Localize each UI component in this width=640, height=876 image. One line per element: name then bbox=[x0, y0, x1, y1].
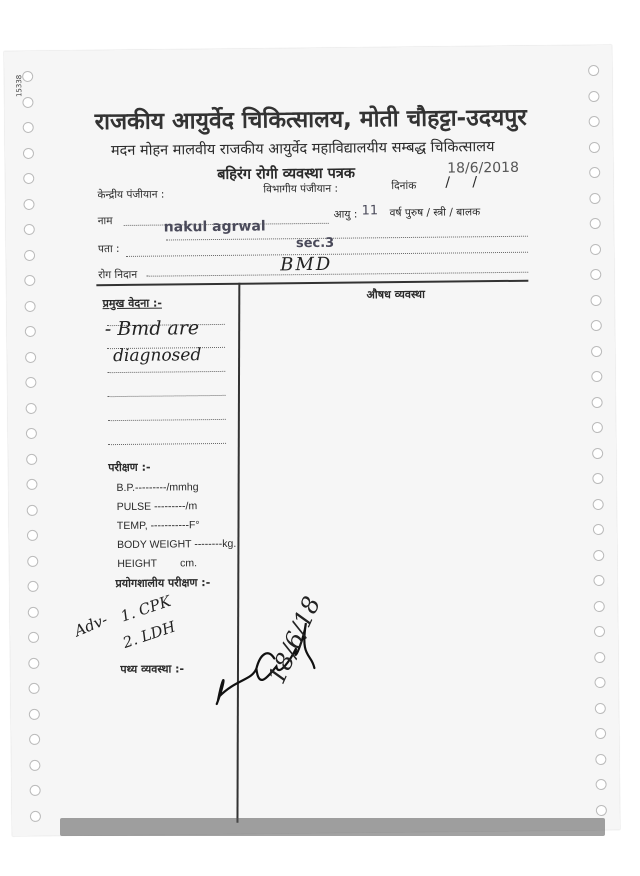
header-rule bbox=[96, 280, 528, 286]
perforation-hole bbox=[23, 173, 34, 184]
perforation-hole bbox=[29, 683, 40, 694]
weight-field: BODY WEIGHT --------kg. bbox=[117, 537, 237, 552]
perforation-hole bbox=[23, 147, 34, 158]
torn-bottom-edge bbox=[60, 818, 605, 836]
date-slashes: / / bbox=[445, 174, 478, 191]
hospital-subtitle: मदन मोहन मालवीय राजकीय आयुर्वेद महाविद्यालयीय सम्बद्ध चिकित्सालय bbox=[110, 139, 495, 160]
address-value: sec.3 bbox=[295, 235, 335, 252]
perforation-hole bbox=[592, 447, 603, 458]
perforation-hole bbox=[593, 549, 604, 560]
lab-item-1: 1. CPK bbox=[118, 591, 174, 626]
perforation-hole bbox=[588, 65, 599, 76]
perforation-hole bbox=[594, 677, 605, 688]
complaint-line-6 bbox=[108, 443, 226, 445]
column-divider bbox=[236, 283, 239, 823]
perforation-hole bbox=[26, 453, 37, 464]
name-label: नाम bbox=[97, 215, 113, 228]
complaint-heading: प्रमुख वेदना :- bbox=[102, 296, 162, 311]
complaint-line-3 bbox=[107, 371, 225, 373]
perforation-hole bbox=[25, 351, 36, 362]
perforation-hole bbox=[28, 632, 39, 643]
complaint-text-1: - Bmd are bbox=[104, 317, 200, 341]
perforation-hole bbox=[594, 626, 605, 637]
diagnosis-dotted-line bbox=[146, 272, 528, 277]
dept-reg-label: विभागीय पंजीयान : bbox=[263, 182, 339, 196]
perforation-hole bbox=[29, 759, 40, 770]
perforation-hole bbox=[24, 224, 35, 235]
perforation-hole bbox=[596, 804, 607, 815]
perforation-hole bbox=[29, 708, 40, 719]
perforation-hole bbox=[25, 300, 36, 311]
perforation-hole bbox=[594, 600, 605, 611]
diagnosis-label: रोग निदान bbox=[98, 268, 138, 282]
perforation-hole bbox=[590, 269, 601, 280]
perforation-hole bbox=[592, 422, 603, 433]
perforation-hole bbox=[28, 657, 39, 668]
hospital-title: राजकीय आयुर्वेद चिकित्सालय, मोती चौहट्टा-उदयपुर bbox=[94, 104, 527, 136]
name-underline bbox=[166, 236, 528, 241]
perforation-hole bbox=[595, 753, 606, 764]
perforation-hole bbox=[28, 606, 39, 617]
perforation-hole bbox=[23, 198, 34, 209]
perforation-hole bbox=[593, 498, 604, 509]
perforation-hole bbox=[27, 530, 38, 541]
complaint-line-4 bbox=[108, 395, 226, 397]
serial-stamp: 15338 bbox=[15, 74, 24, 98]
perforation-hole bbox=[25, 377, 36, 388]
signature-date: 18/6/18 bbox=[262, 592, 327, 689]
height-field: HEIGHT cm. bbox=[117, 557, 198, 571]
name-value: nakul agrwal bbox=[163, 218, 266, 236]
date-value: 18/6/2018 bbox=[447, 159, 520, 177]
right-perforation bbox=[588, 45, 610, 830]
perforation-hole bbox=[594, 651, 605, 662]
perforation-hole bbox=[26, 428, 37, 439]
perforation-hole bbox=[24, 249, 35, 260]
perforation-hole bbox=[589, 116, 600, 127]
perforation-hole bbox=[596, 779, 607, 790]
lab-adv: Adv- bbox=[71, 610, 111, 641]
perforation-hole bbox=[591, 320, 602, 331]
lab-item-2: 2. LDH bbox=[120, 617, 178, 652]
form-name: बहिरंग रोगी व्यवस्था पत्रक bbox=[217, 165, 356, 183]
perforation-hole bbox=[593, 524, 604, 535]
perforation-hole bbox=[589, 192, 600, 203]
diet-heading: पथ्य व्यवस्था :- bbox=[120, 662, 185, 677]
perforation-hole bbox=[593, 575, 604, 586]
age-value: 11 bbox=[361, 203, 379, 219]
complaint-line-5 bbox=[108, 419, 226, 421]
perforation-hole bbox=[591, 345, 602, 356]
date-label: दिनांक bbox=[391, 179, 417, 193]
perforation-hole bbox=[27, 581, 38, 592]
exam-heading: परीक्षण :- bbox=[108, 460, 151, 475]
perforation-hole bbox=[590, 294, 601, 305]
bp-field: B.P.---------/mmhg bbox=[116, 481, 199, 495]
address-label: पता : bbox=[97, 243, 120, 256]
perforation-hole bbox=[592, 473, 603, 484]
perforation-hole bbox=[590, 243, 601, 254]
perforation-hole bbox=[26, 402, 37, 413]
perforation-hole bbox=[590, 218, 601, 229]
temp-field: TEMP, -----------F° bbox=[116, 519, 200, 533]
perforation-hole bbox=[30, 810, 41, 821]
perforation-hole bbox=[22, 71, 33, 82]
perforation-hole bbox=[27, 504, 38, 515]
perforation-hole bbox=[23, 122, 34, 133]
perforation-hole bbox=[588, 90, 599, 101]
perforation-hole bbox=[27, 555, 38, 566]
perforation-hole bbox=[25, 326, 36, 337]
perforation-hole bbox=[26, 479, 37, 490]
left-perforation bbox=[22, 51, 44, 836]
perforation-hole bbox=[22, 96, 33, 107]
perforation-hole bbox=[591, 371, 602, 382]
perforation-hole bbox=[595, 728, 606, 739]
gender-options: वर्ष पुरुष / स्त्री / बालक bbox=[389, 206, 481, 220]
age-label: आयु : bbox=[333, 208, 358, 221]
perforation-hole bbox=[589, 167, 600, 178]
perforation-hole bbox=[24, 275, 35, 286]
perforation-hole bbox=[595, 702, 606, 713]
central-reg-label: केन्द्रीय पंजीयान : bbox=[97, 188, 165, 202]
medicine-heading: औषध व्यवस्था bbox=[366, 287, 425, 302]
pulse-field: PULSE ---------/m bbox=[116, 500, 198, 514]
complaint-text-2: diagnosed bbox=[113, 345, 202, 367]
perforation-hole bbox=[29, 734, 40, 745]
perforation-hole bbox=[30, 785, 41, 796]
diagnosis-value: BMD bbox=[280, 253, 333, 276]
lab-heading: प्रयोगशालीय परीक्षण :- bbox=[115, 576, 211, 591]
perforation-hole bbox=[589, 141, 600, 152]
prescription-sheet bbox=[4, 45, 620, 836]
perforation-hole bbox=[592, 396, 603, 407]
